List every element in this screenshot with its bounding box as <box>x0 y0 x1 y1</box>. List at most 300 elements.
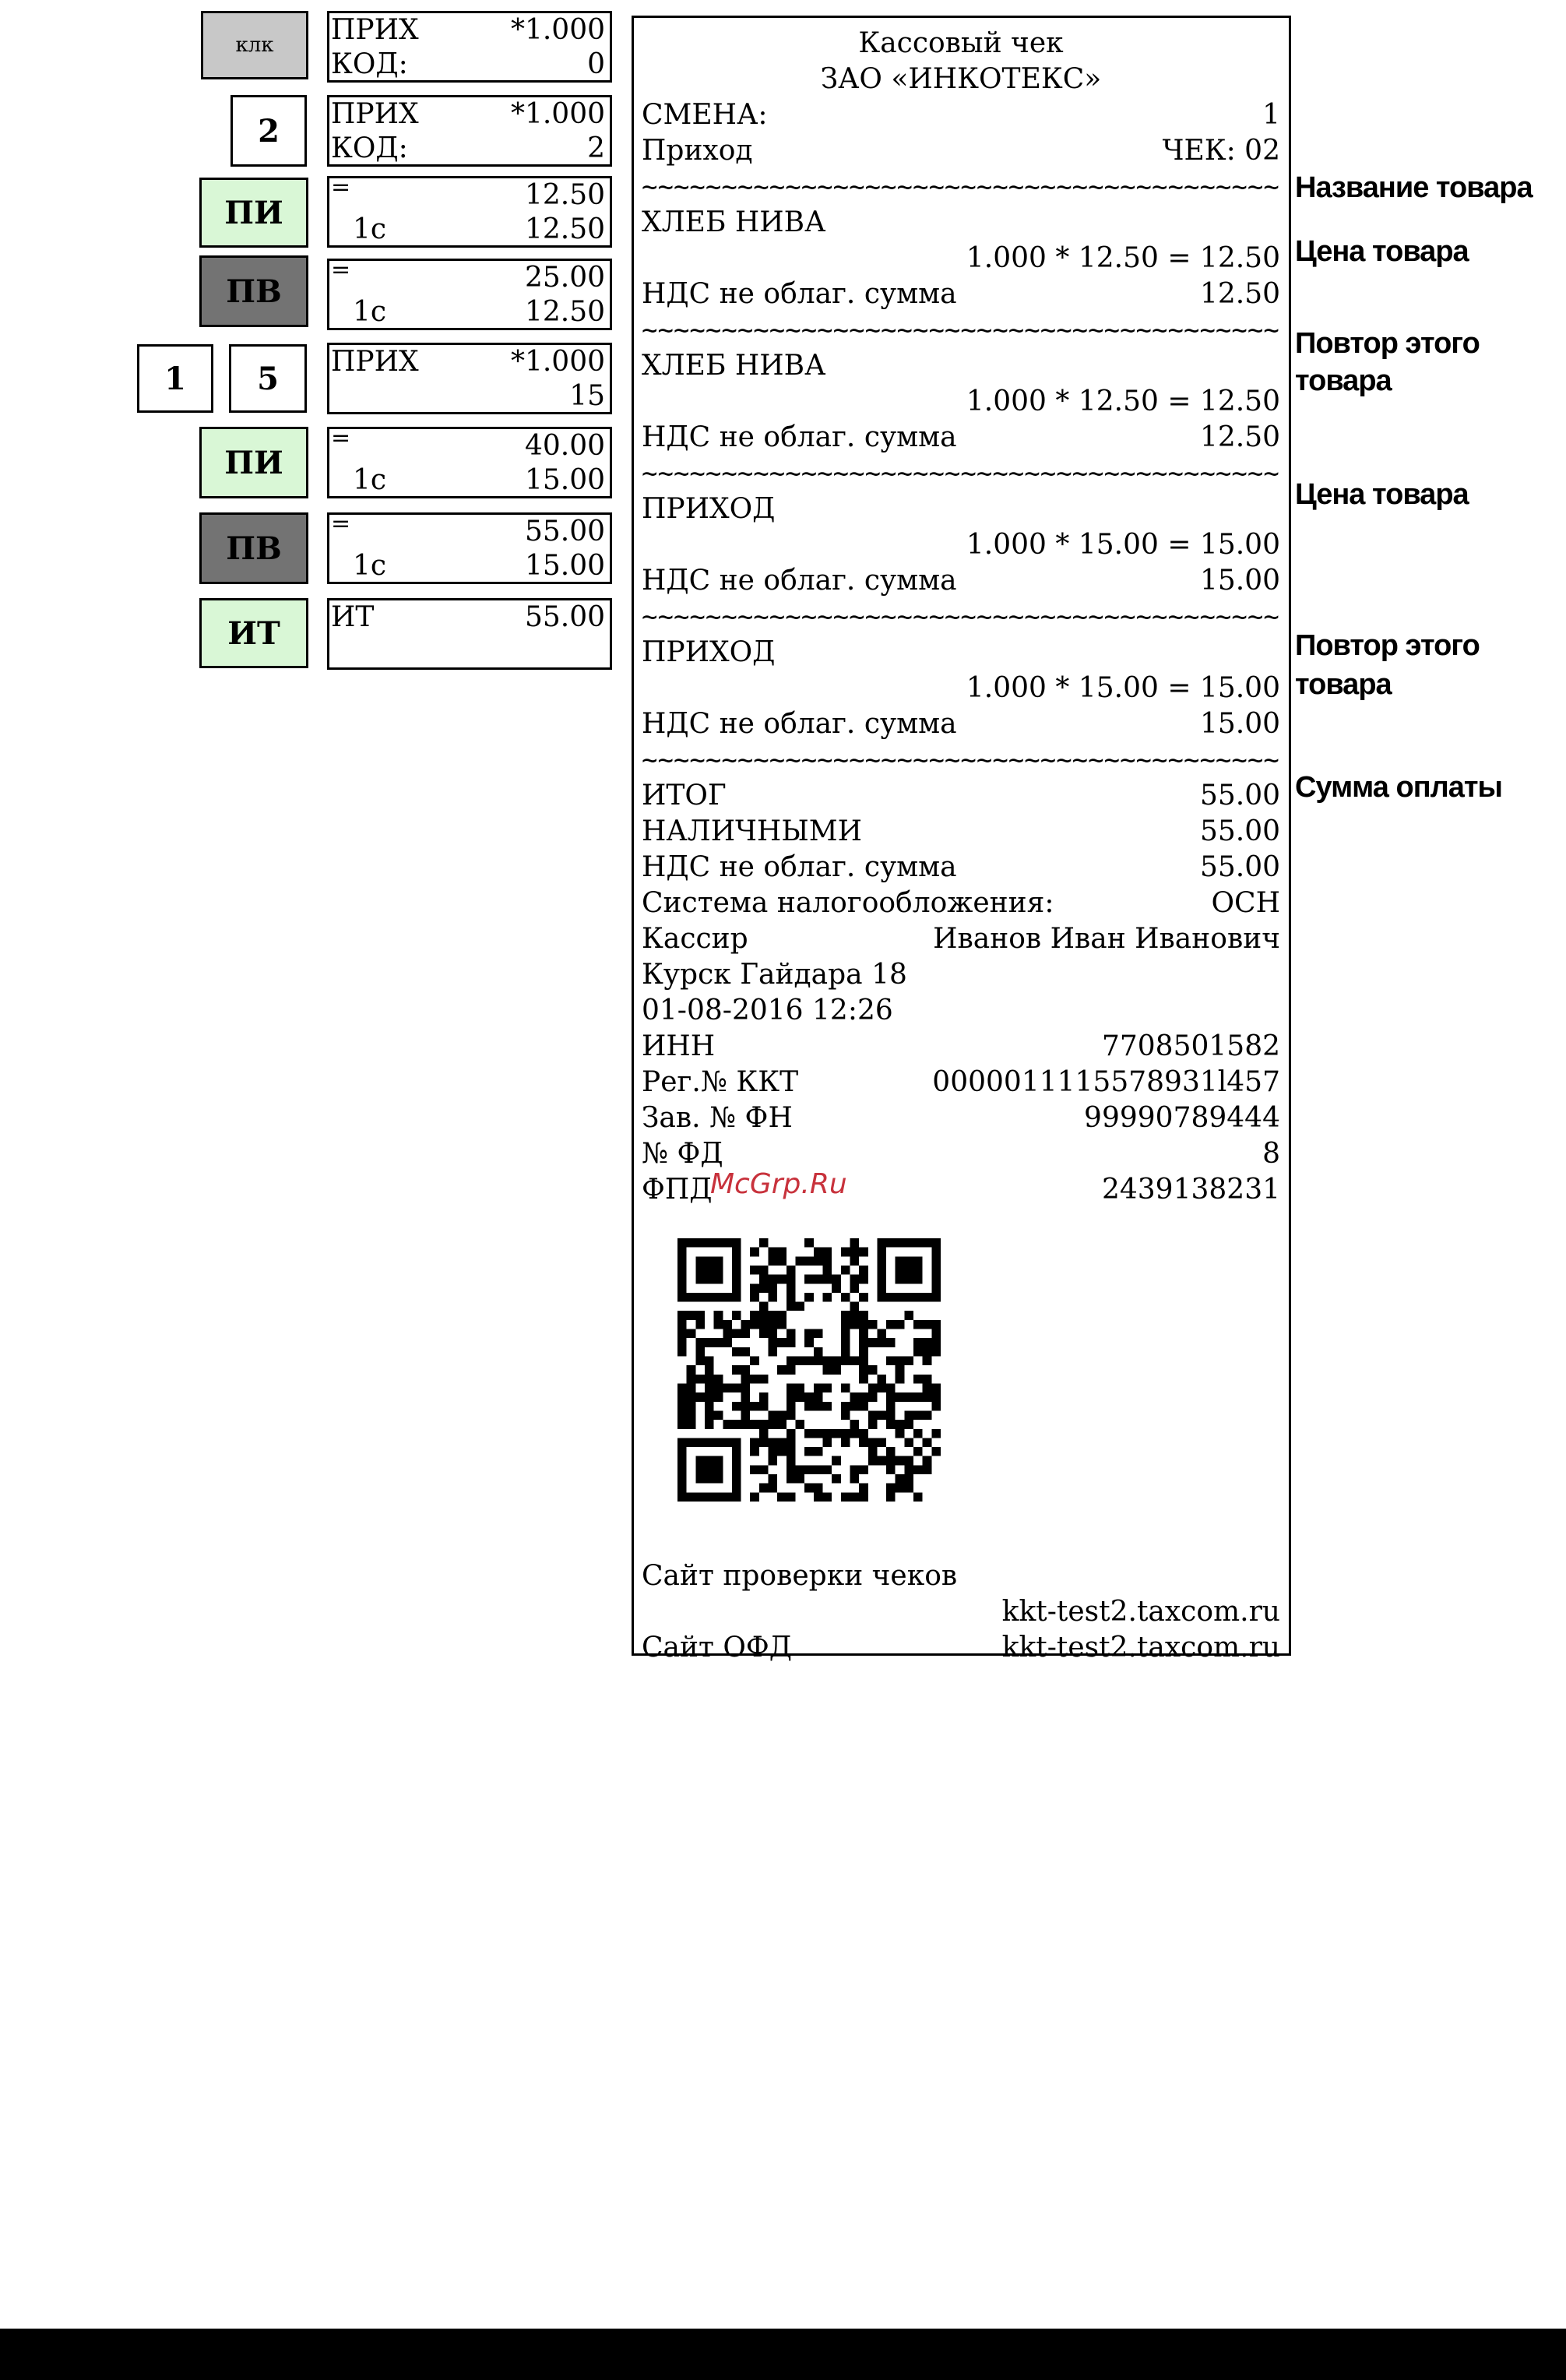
qr-module <box>769 1447 778 1456</box>
qr-module <box>741 1347 751 1357</box>
qr-module <box>687 1438 696 1447</box>
qr-module <box>923 1293 932 1302</box>
qr-module <box>741 1383 751 1392</box>
qr-module <box>677 1320 687 1329</box>
vat-value: 15.00 <box>1199 708 1280 740</box>
display-text: 1с <box>353 296 387 328</box>
qr-module <box>723 1338 732 1347</box>
qr-module <box>886 1238 896 1248</box>
qr-module <box>841 1402 850 1411</box>
qr-module <box>732 1311 741 1320</box>
qr-module <box>677 1275 687 1284</box>
qr-module <box>904 1410 913 1420</box>
qr-module <box>723 1492 732 1502</box>
qr-module <box>896 1474 905 1484</box>
qr-module <box>750 1357 759 1366</box>
qr-module <box>796 1474 805 1484</box>
qr-module <box>931 1248 941 1257</box>
qr-module <box>859 1484 868 1493</box>
qr-module <box>913 1429 923 1438</box>
qr-module <box>769 1256 778 1266</box>
qr-module <box>759 1311 769 1320</box>
vat-label: НДС не облаг. сумма <box>642 708 957 740</box>
qr-module <box>714 1238 723 1248</box>
qr-module <box>859 1293 868 1302</box>
qr-module <box>759 1302 769 1311</box>
qr-module <box>868 1447 878 1456</box>
qr-module <box>677 1402 687 1411</box>
qr-module <box>787 1410 796 1420</box>
qr-module <box>804 1447 814 1456</box>
qr-module <box>741 1420 751 1429</box>
qr-module <box>769 1320 778 1329</box>
qr-module <box>814 1484 823 1493</box>
qr-module <box>769 1293 778 1302</box>
qr-module <box>695 1275 705 1284</box>
qr-module <box>759 1438 769 1447</box>
cashier-label: Кассир <box>642 923 748 955</box>
separator: ~~~~~~~~~~~~~~~~~~~~~~~~~~~~~~~~~~~~~~~~ <box>642 315 1279 346</box>
klk-key[interactable]: клк <box>201 11 308 79</box>
vat-label: НДС не облаг. сумма <box>642 565 957 597</box>
qr-module <box>877 1438 886 1447</box>
address: Курск Гайдара 18 <box>642 959 907 991</box>
qr-module <box>931 1238 941 1248</box>
qr-module <box>886 1383 896 1392</box>
qr-module <box>714 1410 723 1420</box>
qr-module <box>931 1402 941 1411</box>
qr-module <box>886 1357 896 1366</box>
qr-module <box>832 1474 841 1484</box>
pi-key[interactable]: ПИ <box>199 178 308 248</box>
qr-module <box>859 1320 868 1329</box>
qr-module <box>732 1465 741 1474</box>
qr-module <box>931 1447 941 1456</box>
tax-system-label: Система налогообложения: <box>642 887 1054 919</box>
qr-module <box>714 1311 723 1320</box>
qr-module <box>931 1283 941 1293</box>
qr-module <box>859 1266 868 1275</box>
qr-module <box>677 1311 687 1320</box>
qr-module <box>832 1357 841 1366</box>
qr-module <box>777 1275 787 1284</box>
qr-module <box>732 1275 741 1284</box>
qr-module <box>677 1410 687 1420</box>
qr-module <box>777 1311 787 1320</box>
qr-module <box>759 1275 769 1284</box>
display-value: 55.00 <box>524 601 605 633</box>
qr-module <box>859 1338 868 1347</box>
display-value: 25.00 <box>524 262 605 294</box>
qr-module <box>695 1392 705 1402</box>
qr-module <box>868 1383 878 1392</box>
qr-module <box>741 1402 751 1411</box>
qr-module <box>723 1238 732 1248</box>
qr-module <box>904 1484 913 1493</box>
qr-module <box>841 1293 850 1302</box>
qr-module <box>804 1429 814 1438</box>
qr-module <box>732 1347 741 1357</box>
qr-module <box>822 1402 832 1411</box>
qr-module <box>759 1429 769 1438</box>
qr-module <box>687 1383 696 1392</box>
qr-module <box>687 1365 696 1375</box>
qr-module <box>850 1311 859 1320</box>
qr-module <box>787 1438 796 1447</box>
item-name: ПРИХОД <box>642 493 776 525</box>
qr-module <box>714 1338 723 1347</box>
qr-module <box>677 1238 687 1248</box>
display-panel <box>327 176 612 248</box>
display-value: 15 <box>569 380 605 412</box>
qr-module <box>923 1238 932 1248</box>
qr-module <box>896 1357 905 1366</box>
qr-module <box>787 1283 796 1293</box>
qr-module <box>931 1392 941 1402</box>
digit-1-key[interactable]: 1 <box>137 344 213 413</box>
qr-module <box>877 1410 886 1420</box>
qr-module <box>868 1338 878 1347</box>
qr-module <box>859 1311 868 1320</box>
qr-module <box>759 1320 769 1329</box>
qr-module <box>705 1474 714 1484</box>
display-text: 1с <box>353 213 387 245</box>
qr-module <box>750 1492 759 1502</box>
qr-module <box>877 1329 886 1339</box>
qr-module <box>896 1392 905 1402</box>
qr-module <box>931 1347 941 1357</box>
qr-module <box>759 1484 769 1493</box>
qr-module <box>732 1238 741 1248</box>
cash-value: 55.00 <box>1199 815 1280 847</box>
receipt-company: ЗАО «ИНКОТЕКС» <box>820 63 1102 95</box>
qr-module <box>705 1456 714 1466</box>
qr-module <box>777 1492 787 1502</box>
qr-module <box>877 1383 886 1392</box>
qr-module <box>750 1420 759 1429</box>
qr-module <box>868 1420 878 1429</box>
digit-2-key[interactable]: 2 <box>231 95 307 167</box>
qr-module <box>677 1256 687 1266</box>
qr-module <box>886 1492 896 1502</box>
qr-module <box>904 1293 913 1302</box>
vat-total-label: НДС не облаг. сумма <box>642 851 957 883</box>
qr-module <box>677 1456 687 1466</box>
qr-module <box>705 1438 714 1447</box>
annotation-item-name: Название товара <box>1295 171 1533 204</box>
qr-module <box>732 1402 741 1411</box>
qr-module <box>769 1347 778 1357</box>
qr-module <box>750 1248 759 1257</box>
qr-module <box>714 1456 723 1466</box>
qr-module <box>931 1429 941 1438</box>
qr-module <box>913 1266 923 1275</box>
qr-module <box>850 1275 859 1284</box>
separator: ~~~~~~~~~~~~~~~~~~~~~~~~~~~~~~~~~~~~~~~~ <box>642 601 1279 632</box>
qr-module <box>777 1320 787 1329</box>
qr-module <box>732 1293 741 1302</box>
qr-module <box>822 1266 832 1275</box>
qr-module <box>705 1383 714 1392</box>
qr-module <box>787 1383 796 1392</box>
qr-module <box>877 1456 886 1466</box>
display-value: 15.00 <box>524 464 605 496</box>
qr-module <box>832 1429 841 1438</box>
reg-value: 0000011115578931l457 <box>932 1066 1280 1098</box>
qr-module <box>814 1357 823 1366</box>
qr-module <box>705 1402 714 1411</box>
display-panel <box>327 11 612 83</box>
digit-5-key[interactable]: 5 <box>229 344 307 413</box>
qr-module <box>877 1266 886 1275</box>
qr-module <box>732 1283 741 1293</box>
qr-module <box>741 1375 751 1384</box>
site-ofd-label: Сайт ОФД <box>642 1632 793 1664</box>
qr-module <box>695 1375 705 1384</box>
qr-module <box>814 1392 823 1402</box>
fn-label: Зав. № ФН <box>642 1102 793 1134</box>
separator: ~~~~~~~~~~~~~~~~~~~~~~~~~~~~~~~~~~~~~~~~ <box>642 458 1279 489</box>
qr-module <box>759 1420 769 1429</box>
qr-module <box>769 1474 778 1484</box>
vat-value: 15.00 <box>1199 565 1280 597</box>
qr-module <box>787 1365 796 1375</box>
qr-module <box>787 1357 796 1366</box>
qr-module <box>796 1392 805 1402</box>
display-value: 40.00 <box>524 430 605 462</box>
display-panel <box>327 343 612 414</box>
qr-module <box>859 1375 868 1384</box>
qr-module <box>705 1465 714 1474</box>
qr-module <box>923 1357 932 1366</box>
qr-module <box>896 1320 905 1329</box>
display-text: ПРИХ <box>331 98 419 130</box>
qr-module <box>787 1429 796 1438</box>
qr-module <box>787 1402 796 1411</box>
qr-module <box>714 1293 723 1302</box>
qr-module <box>769 1275 778 1284</box>
qr-module <box>832 1365 841 1375</box>
qr-module <box>923 1456 932 1466</box>
qr-module <box>759 1465 769 1474</box>
qr-module <box>804 1238 814 1248</box>
qr-module <box>877 1293 886 1302</box>
qr-module <box>913 1410 923 1420</box>
qr-module <box>732 1492 741 1502</box>
qr-module <box>769 1410 778 1420</box>
qr-module <box>777 1256 787 1266</box>
qr-module <box>687 1293 696 1302</box>
qr-module <box>677 1329 687 1339</box>
check-number: ЧЕК: 02 <box>1162 135 1280 167</box>
qr-module <box>796 1256 805 1266</box>
qr-module <box>913 1320 923 1329</box>
annotation-price-2: Цена товара <box>1295 478 1469 511</box>
qr-module <box>814 1383 823 1392</box>
display-value: 12.50 <box>524 296 605 328</box>
display-panel <box>327 256 612 330</box>
qr-module <box>904 1238 913 1248</box>
separator: ~~~~~~~~~~~~~~~~~~~~~~~~~~~~~~~~~~~~~~~~ <box>642 745 1279 776</box>
qr-module <box>750 1320 759 1329</box>
qr-module <box>841 1429 850 1438</box>
qr-module <box>822 1248 832 1257</box>
qr-module <box>814 1402 823 1411</box>
annotation-repeat: Повтор этого <box>1295 327 1480 360</box>
qr-module <box>814 1329 823 1339</box>
it-key[interactable]: ИТ <box>199 598 308 668</box>
qr-module <box>886 1447 896 1456</box>
qr-module <box>796 1357 805 1366</box>
display-text: ПРИХ <box>331 346 419 378</box>
qr-module <box>750 1465 759 1474</box>
qr-module <box>859 1429 868 1438</box>
qr-module <box>769 1248 778 1257</box>
qr-module <box>759 1266 769 1275</box>
qr-module <box>923 1410 932 1420</box>
qr-module <box>832 1283 841 1293</box>
qr-module <box>777 1420 787 1429</box>
qr-module <box>741 1329 751 1339</box>
qr-module <box>714 1275 723 1284</box>
qr-module <box>841 1248 850 1257</box>
display-text: 1с <box>353 550 387 582</box>
qr-module <box>896 1365 905 1375</box>
display-panel <box>327 512 612 584</box>
qr-module <box>850 1420 859 1429</box>
qr-module <box>769 1438 778 1447</box>
qr-module <box>714 1383 723 1392</box>
display-text: КОД: <box>331 48 408 80</box>
qr-module <box>841 1383 850 1392</box>
qr-module <box>896 1484 905 1493</box>
qr-module <box>886 1402 896 1411</box>
qr-module <box>841 1410 850 1420</box>
qr-module <box>923 1392 932 1402</box>
display-value: 2 <box>587 132 605 164</box>
qr-module <box>814 1275 823 1284</box>
qr-module <box>714 1392 723 1402</box>
display-text: = <box>331 424 351 452</box>
qr-module <box>750 1438 759 1447</box>
site-check-label: Сайт проверки чеков <box>642 1560 958 1592</box>
qr-module <box>687 1420 696 1429</box>
qr-module <box>687 1238 696 1248</box>
qr-module <box>868 1456 878 1466</box>
qr-module <box>859 1347 868 1357</box>
tax-system-value: ОСН <box>1211 887 1280 919</box>
qr-module <box>804 1402 814 1411</box>
qr-module <box>850 1256 859 1266</box>
qr-module <box>913 1256 923 1266</box>
qr-module <box>723 1420 732 1429</box>
qr-module <box>850 1474 859 1484</box>
pv-key[interactable]: ПВ <box>199 255 308 327</box>
qr-module <box>787 1492 796 1502</box>
display-value: 12.50 <box>524 213 605 245</box>
qr-module <box>796 1383 805 1392</box>
qr-module <box>777 1338 787 1347</box>
qr-module <box>850 1320 859 1329</box>
display-text: 1с <box>353 464 387 496</box>
qr-module <box>695 1311 705 1320</box>
annotation-repeat-3: Повтор этого <box>1295 629 1480 662</box>
fpd-value: 2439138231 <box>1101 1174 1280 1206</box>
qr-module <box>822 1293 832 1302</box>
qr-module <box>759 1375 769 1384</box>
qr-module <box>732 1456 741 1466</box>
qr-module <box>796 1465 805 1474</box>
pv-key-2[interactable]: ПВ <box>199 512 308 584</box>
display-value: 12.50 <box>524 179 605 211</box>
qr-module <box>904 1392 913 1402</box>
qr-module <box>769 1484 778 1493</box>
qr-module <box>777 1410 787 1420</box>
cash-label: НАЛИЧНЫМИ <box>642 815 862 847</box>
pi-key-2[interactable]: ПИ <box>199 427 308 498</box>
qr-module <box>814 1465 823 1474</box>
display-panel <box>327 95 612 167</box>
item-name: ХЛЕБ НИВА <box>642 350 826 382</box>
display-value: 0 <box>587 48 605 80</box>
qr-module <box>904 1275 913 1284</box>
qr-module <box>705 1492 714 1502</box>
qr-module <box>750 1293 759 1302</box>
qr-module <box>832 1456 841 1466</box>
qr-module <box>695 1357 705 1366</box>
qr-module <box>822 1275 832 1284</box>
qr-module <box>877 1256 886 1266</box>
qr-module <box>677 1447 687 1456</box>
reg-label: Рег.№ ККТ <box>642 1066 799 1098</box>
qr-module <box>841 1266 850 1275</box>
display-text: = <box>331 510 351 537</box>
item-calc: 1.000 * 12.50 = 12.50 <box>966 242 1280 274</box>
qr-module <box>814 1447 823 1456</box>
qr-module <box>723 1320 732 1329</box>
qr-module <box>804 1484 814 1493</box>
separator: ~~~~~~~~~~~~~~~~~~~~~~~~~~~~~~~~~~~~~~~~ <box>642 171 1279 202</box>
qr-module <box>814 1429 823 1438</box>
qr-module <box>705 1238 714 1248</box>
qr-module <box>732 1447 741 1456</box>
qr-module <box>777 1365 787 1375</box>
qr-module <box>877 1275 886 1284</box>
qr-module <box>769 1283 778 1293</box>
qr-module <box>841 1311 850 1320</box>
annotation-repeat-4: товара <box>1295 668 1392 701</box>
qr-module <box>677 1347 687 1357</box>
qr-module <box>923 1465 932 1474</box>
qr-module <box>787 1266 796 1275</box>
qr-module <box>913 1492 923 1502</box>
qr-module <box>859 1329 868 1339</box>
qr-module <box>695 1438 705 1447</box>
display-value: 55.00 <box>524 516 605 547</box>
qr-module <box>877 1338 886 1347</box>
qr-module <box>677 1266 687 1275</box>
qr-module <box>804 1392 814 1402</box>
qr-module <box>677 1392 687 1402</box>
qr-module <box>695 1293 705 1302</box>
qr-module <box>877 1283 886 1293</box>
qr-module <box>886 1338 896 1347</box>
qr-module <box>913 1447 923 1456</box>
qr-module <box>714 1375 723 1384</box>
qr-module <box>904 1474 913 1484</box>
display-panel <box>327 424 612 498</box>
qr-module <box>923 1320 932 1329</box>
